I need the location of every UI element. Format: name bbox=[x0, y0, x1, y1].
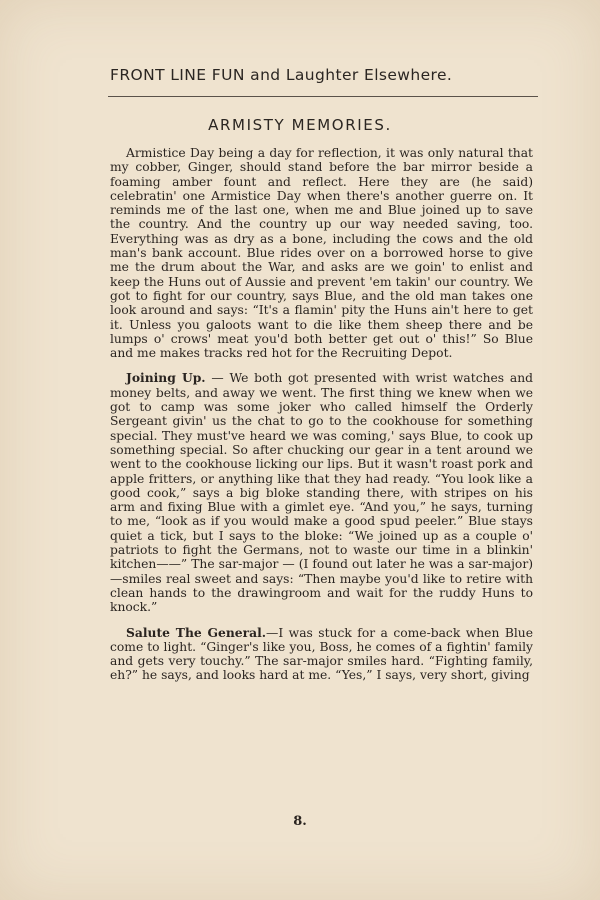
paragraph-armistice-day bbox=[110, 146, 533, 360]
paragraph-salute-the-general bbox=[110, 626, 533, 683]
page-title: ARMISTY MEMORIES. bbox=[208, 116, 392, 134]
section-heading: Salute The General. bbox=[126, 624, 267, 640]
paragraph-text: Armistice Day being a day for reflection, it was only natural that my cobber, Ginger, should stand before the bar mirror beside a foaming amber fount and reflect. Here they are (he said) celebratin' one Armistice Day when there's another guerre on. It reminds me of the last one, when me and Blue joined up to save the country. And the country up our way needed saving, too. Everything was as dry as a bone, including the cows and the old man's bank account. Blue rides over on a borrowed horse to give me the drum about the War, and asks are we goin' to enlist and keep the Huns out of Aussie and prevent 'em takin' our country. We got to fight for our country, says Blue, and the old man takes one look around and says: “It's a flamin' pity the Huns ain't here to get it. Unless you galoots want to die like them sheep there and be lumps o' crows' meat you'd both better get out o' this!” So Blue and me makes tracks red hot for the Recruiting Depot. bbox=[110, 146, 533, 361]
header-rule bbox=[108, 96, 538, 97]
running-head: FRONT LINE FUN and Laughter Elsewhere. bbox=[110, 66, 453, 84]
paragraph-text: —I was stuck for a come-back when Blue come to light. “Ginger's like you, Boss, he comes of a fightin' family and gets very touchy.” The sar-major smiles hard. “Fighting family, eh?” he says, and looks hard at me. “Yes,” I says, very short, giving bbox=[110, 625, 534, 683]
page-number: 8. bbox=[293, 814, 307, 829]
paragraph-text: — We both got presented with wrist watches and money belts, and away we went. The first thing we knew when we got to camp was some joker who called himself the Orderly Sergeant givin' us the chat to go to the cookhouse for something special. They must've heard we was coming,' says Blue, to cook up something special. So after chucking our gear in a tent around we went to the cookhouse licking our lips. But it wasn't roast pork and apple fritters, or anything like that they had ready. “You look like a good cook,” says a big bloke standing there, with stripes on his arm and fixing Blue with a gimlet eye. “And you,” he says, turning to me, “look as if you would make a good spud peeler.” Blue stays quiet a tick, but I says to the bloke: “We joined up as a couple o' patriots to fight the Germans, not to waste our time in a blinkin' kitchen——” The sar-major — (I found out later he was a sar-major) —smiles real sweet and says: “Then maybe you'd like to retire with clean hands to the drawingroom and wait for the ruddy Huns to knock.” bbox=[110, 371, 533, 615]
article-body bbox=[110, 146, 533, 683]
paragraph-joining-up bbox=[110, 371, 533, 614]
section-heading: Joining Up. bbox=[126, 370, 206, 386]
